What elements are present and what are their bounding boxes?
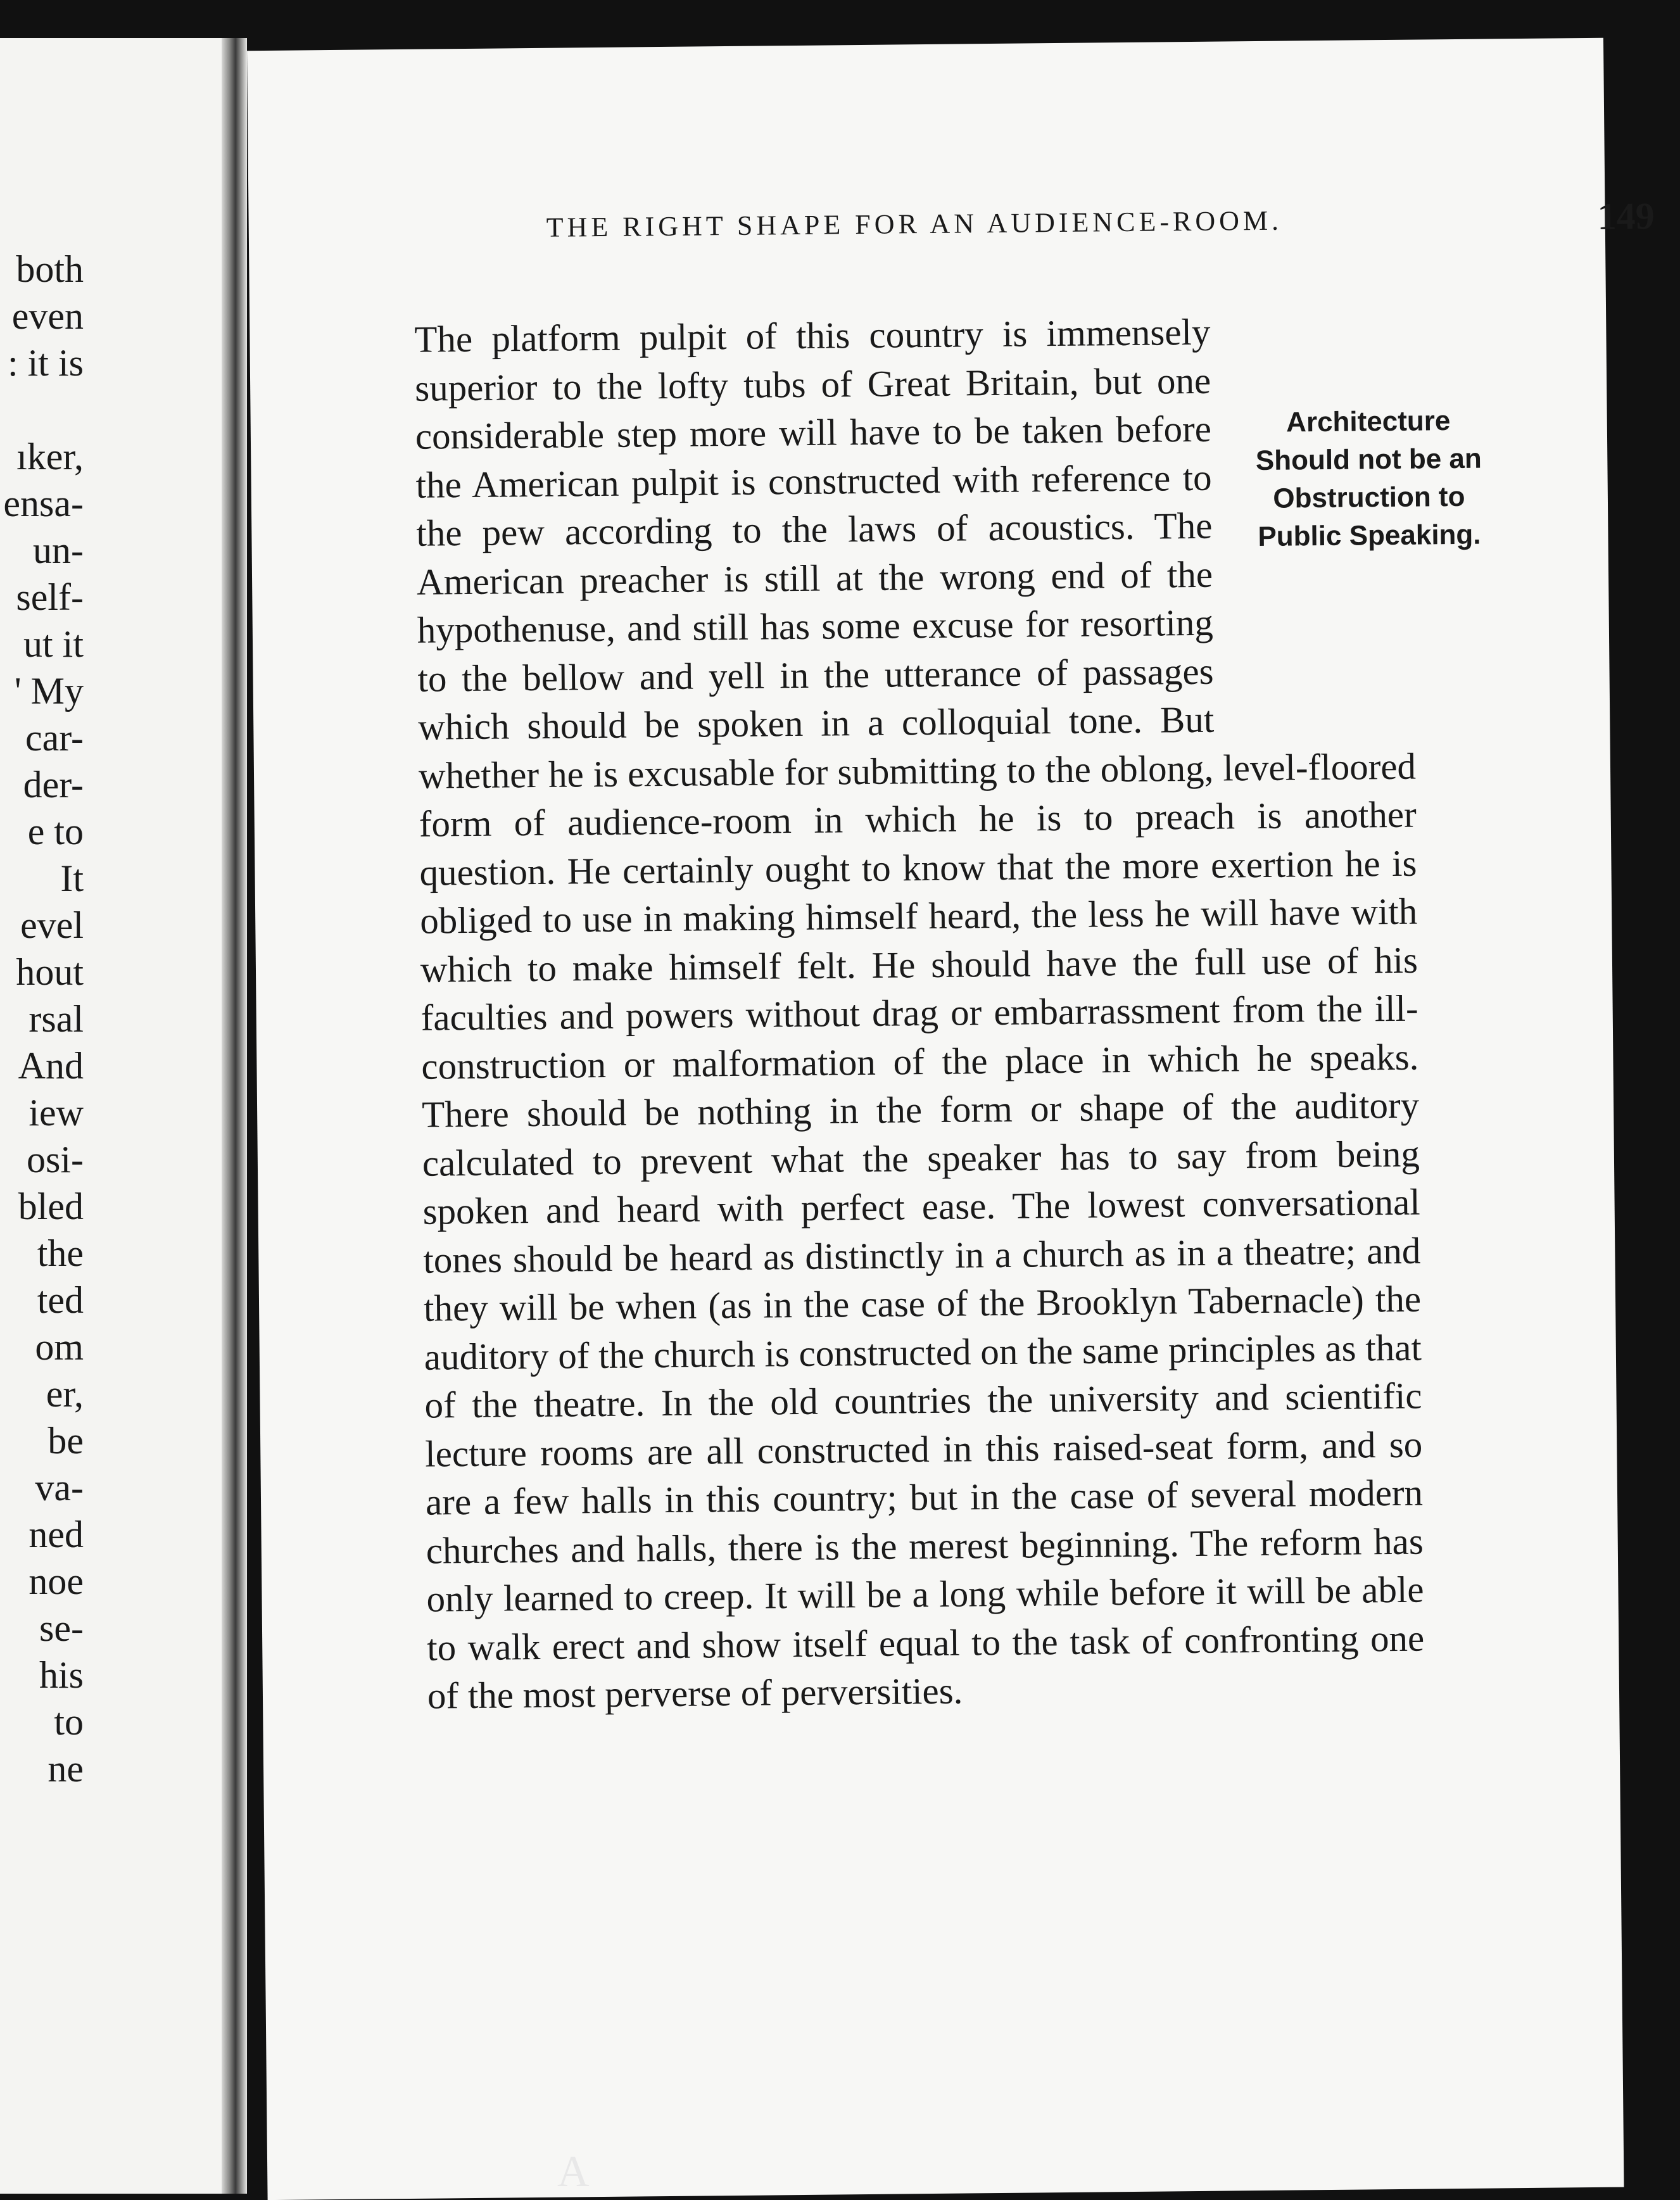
facing-page-line: iew xyxy=(28,1092,84,1134)
book-gutter xyxy=(222,38,247,2194)
facing-page-line: evel xyxy=(20,904,84,946)
facing-page-line: car- xyxy=(25,717,84,759)
running-head: THE RIGHT SHAPE FOR AN AUDIENCE-ROOM. xyxy=(546,205,1283,243)
facing-page-line: bled xyxy=(18,1185,84,1227)
facing-page-line: osi- xyxy=(27,1139,84,1180)
facing-page-line: va- xyxy=(35,1467,84,1508)
page-margin-mark: A xyxy=(557,2147,590,2196)
book-page xyxy=(247,38,1655,2200)
facing-page-fragment xyxy=(0,38,222,2194)
facing-page-line: his xyxy=(39,1654,84,1696)
facing-page-line: un- xyxy=(33,529,84,571)
facing-page-line: ıker, xyxy=(16,436,84,477)
facing-page-line: noe xyxy=(28,1560,84,1602)
facing-page-line: to xyxy=(54,1701,84,1743)
facing-page-line: se- xyxy=(39,1607,84,1649)
facing-page-line: both xyxy=(16,248,84,290)
facing-page-line: om xyxy=(35,1326,84,1368)
facing-page-line: er, xyxy=(46,1373,84,1415)
side-note: Architecture Should not be an Obstruction to Public Speaking. xyxy=(1255,405,1482,552)
facing-page-line: It xyxy=(60,857,84,899)
facing-page-line: rsal xyxy=(28,998,84,1040)
facing-page-line: be xyxy=(47,1420,84,1462)
body-paragraph: The platform pulpit of this country is immensely superior to the lofty tubs of Great Britain, but one considerable step more will have to be taken before the American pulpit is constructed with reference to the pew according to the laws of acoustics. The American preacher is still at the wrong end of the hypothenuse, and still has some excuse for resorting to the bellow and yell in the utterance of passages which should be spoken in a colloquial tone. But whether he is excusable for submitting to the oblong, level-floored form of audience-room in which he is to preach is another question. He certainly ought to know that the more exertion he is obliged to use in making himself heard, the less he will have with which to make himself felt. He should have the full use of his faculties and powers without drag or embarrassment from the ill-construction or malformation of the place in which he speaks. There should be nothing in the form or shape of the auditory calculated to prevent what the speaker has to say from being spoken and heard with perfect ease. The lowest conversational tones should be heard as distinctly in a church as in a theatre; and they will be when (as in the case of the Brooklyn Tabernacle) the auditory of the church is constructed on the same principles as that of the theatre. In the old countries the university and scientific lecture rooms are all constructed in this raised-seat form, and so are a few halls in this country; but in the case of several modern churches and halls, there is the merest beginning. The reform has only learned to creep. It will be a long while before it will be able to walk erect and show itself equal to the task of confronting one of the most perverse of perversities. xyxy=(414,310,1425,1717)
facing-page-line: ' My xyxy=(14,670,84,712)
facing-page-line: And xyxy=(18,1045,84,1087)
facing-page-line: ensa- xyxy=(3,483,84,524)
facing-page-line: ne xyxy=(47,1748,84,1790)
body-text xyxy=(414,306,1482,1721)
facing-page-line: even xyxy=(11,295,84,337)
facing-page-line: e to xyxy=(27,811,84,852)
facing-page-line: hout xyxy=(16,951,84,993)
facing-page-line: ut it xyxy=(23,623,84,665)
facing-page-line: self- xyxy=(16,576,84,618)
page-number: 149 xyxy=(1597,194,1655,237)
facing-page-line: : it is xyxy=(7,342,84,384)
facing-page-line: ned xyxy=(28,1514,84,1555)
facing-page-line: der- xyxy=(23,764,84,806)
facing-page-line: ted xyxy=(37,1279,84,1321)
facing-page-line: the xyxy=(37,1232,84,1274)
